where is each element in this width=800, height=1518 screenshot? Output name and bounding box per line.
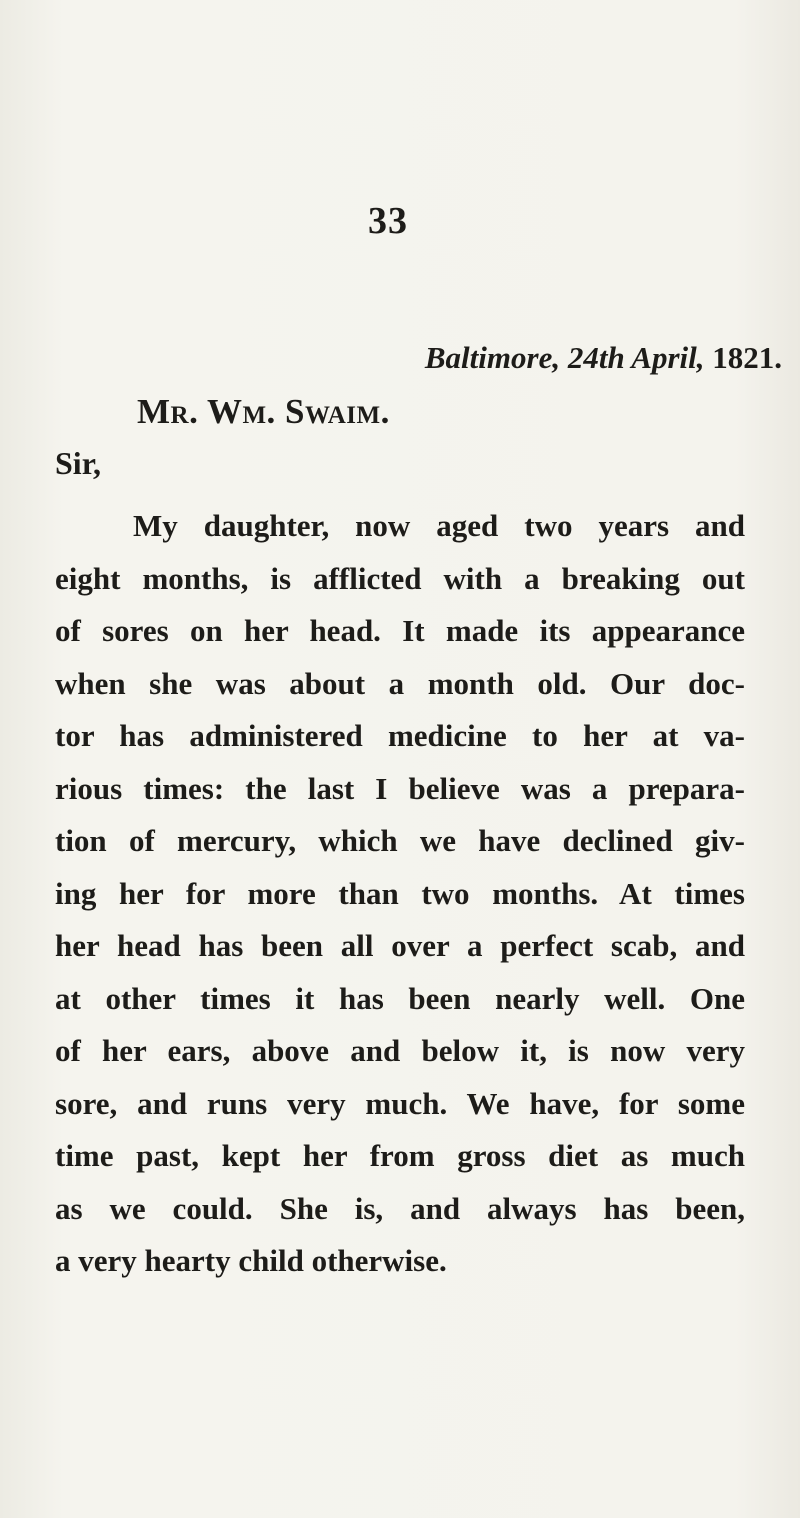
letter-dateline <box>425 340 782 376</box>
body-line: time past, kept her from gross diet as much <box>55 1138 745 1173</box>
body-line: ing her for more than two months. At times <box>55 875 745 911</box>
dateline-year: 1821. <box>712 340 782 375</box>
letter-salutation: Sir, <box>55 445 101 481</box>
body-line: tion of mercury, which we have declined giv- <box>55 823 745 858</box>
body-line: of her ears, above and below it, is now very <box>55 1033 745 1068</box>
body-line: eight months, is afflicted with a breaking out <box>55 560 745 596</box>
letter-addressee: Mr. Wm. Swaim. <box>137 392 390 431</box>
body-line: tor has administered medicine to her at va- <box>55 718 745 753</box>
dateline-date: 24th April, <box>567 340 705 375</box>
body-line: a very hearty child otherwise. <box>55 1243 447 1278</box>
dateline-place: Baltimore, <box>424 340 561 375</box>
body-line: her head has been all over a perfect scab, and <box>55 928 745 963</box>
letter-body <box>55 500 745 1288</box>
page-number: 33 <box>368 200 408 242</box>
body-line: sore, and runs very much. We have, for some <box>55 1085 745 1121</box>
body-line: My daughter, now aged two years and <box>133 508 745 543</box>
body-line: as we could. She is, and always has been, <box>55 1190 745 1226</box>
body-line: at other times it has been nearly well. One <box>55 980 745 1016</box>
body-line: rious times: the last I believe was a prepara- <box>55 770 745 806</box>
body-line: of sores on her head. It made its appearance <box>55 613 745 648</box>
body-line: when she was about a month old. Our doc- <box>55 665 745 701</box>
